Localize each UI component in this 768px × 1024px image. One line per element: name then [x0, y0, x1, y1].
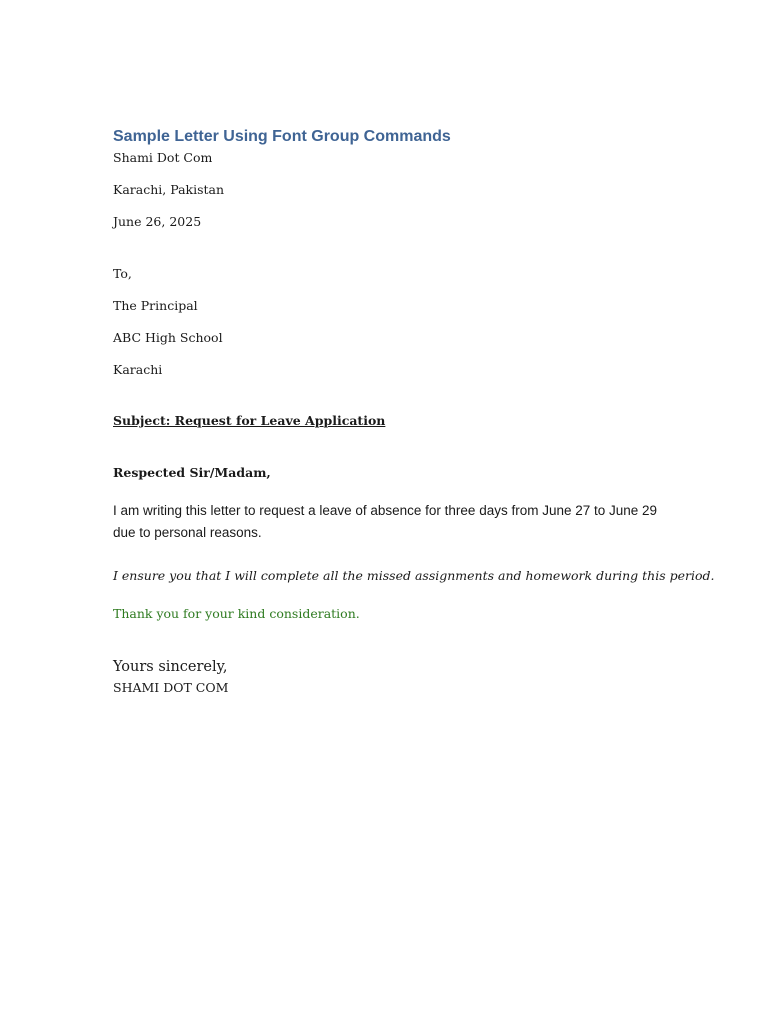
greeting: Respected Sir/Madam,	[113, 465, 271, 480]
sender-location: Karachi, Pakistan	[113, 182, 225, 197]
recipient-to: To,	[113, 266, 132, 281]
signature: SHAMI DOT COM	[113, 680, 229, 695]
sender-name: Shami Dot Com	[113, 150, 213, 165]
italic-paragraph: I ensure you that I will complete all the missed assignments and homework during this period.	[113, 568, 715, 583]
document-title: Sample Letter Using Font Group Commands	[113, 128, 451, 145]
recipient-city: Karachi	[113, 362, 163, 377]
body-paragraph: I am writing this letter to request a leave of absence for three days from June 27 to June 29 due to personal reasons.	[113, 503, 658, 540]
thanks-paragraph: Thank you for your kind consideration.	[113, 606, 360, 621]
subject-line: Subject: Request for Leave Application	[113, 413, 386, 428]
recipient-title: The Principal	[113, 298, 198, 313]
recipient-school: ABC High School	[113, 330, 223, 345]
closing: Yours sincerely,	[113, 659, 228, 675]
letter-date: June 26, 2025	[113, 214, 202, 229]
